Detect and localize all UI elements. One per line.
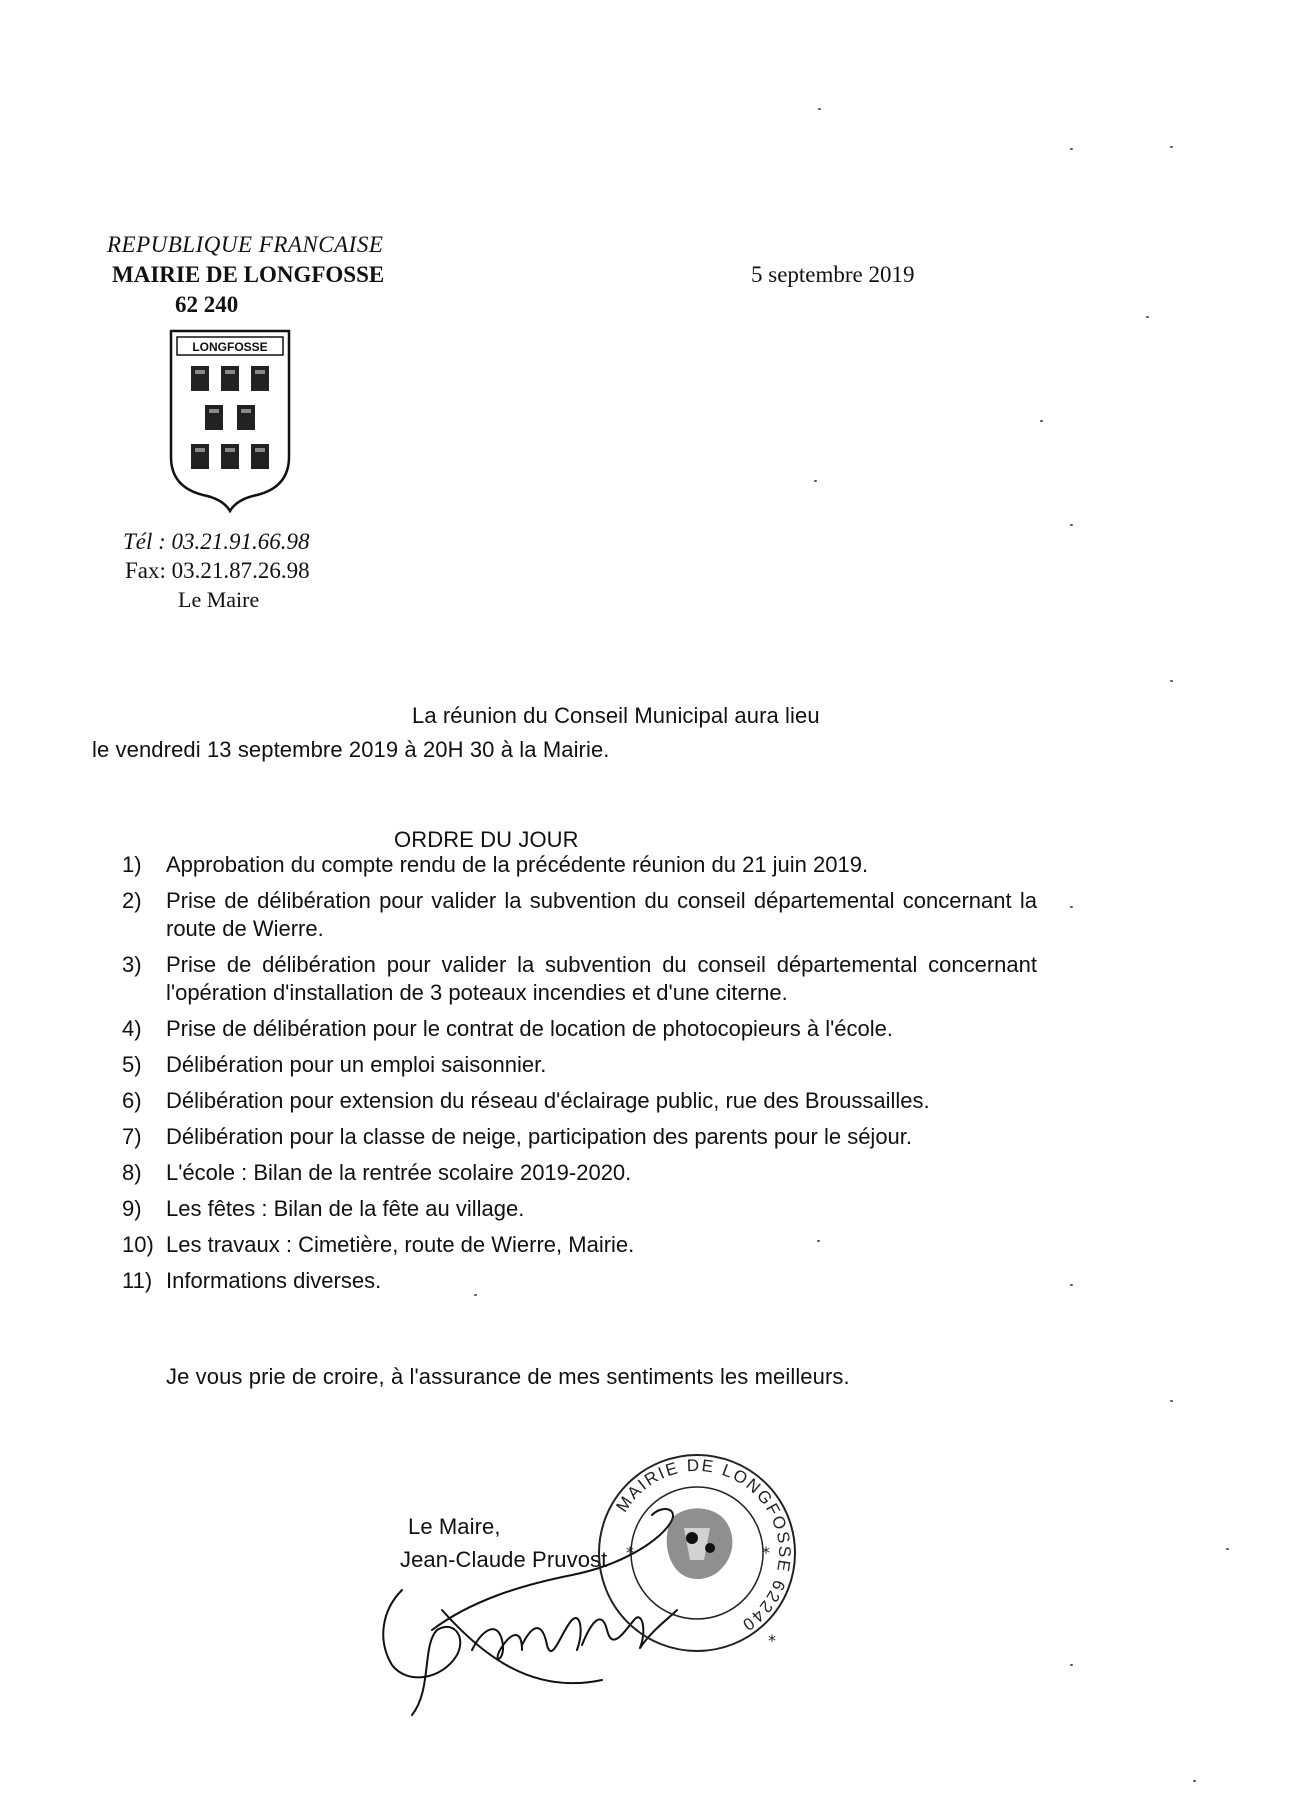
agenda-item-text: Délibération pour la classe de neige, participation des parents pour le séjour.: [166, 1124, 913, 1149]
stamp-text: MAIRIE DE LONGFOSSE 62240: [612, 1455, 795, 1636]
scan-speck: [1170, 146, 1173, 148]
agenda-item-number: 10): [122, 1232, 154, 1257]
agenda-item-number: 3): [122, 952, 142, 977]
closing-sentence: Je vous prie de croire, à l'assurance de mes sentiments les meilleurs.: [166, 1364, 850, 1389]
mairie-stamp-seal-icon: [592, 1448, 802, 1658]
scan-speck: [814, 480, 817, 482]
scan-speck: [1070, 524, 1073, 526]
header-telephone: Tél : 03.21.91.66.98: [123, 529, 310, 554]
agenda-list: [122, 851, 1037, 1303]
agenda-item-text: L'école : Bilan de la rentrée scolaire 2019-2020.: [166, 1160, 632, 1185]
scan-speck: [1070, 906, 1073, 908]
intro-line-2: le vendredi 13 septembre 2019 à 20H 30 à la Mairie.: [92, 737, 610, 762]
svg-text:*: *: [768, 1631, 776, 1650]
signature-name: Jean-Claude Pruvost: [400, 1547, 608, 1572]
agenda-item: [122, 1015, 1037, 1043]
agenda-item-text: Approbation du compte rendu de la précédente réunion du 21 juin 2019.: [166, 852, 869, 877]
agenda-item-number: 4): [122, 1016, 142, 1041]
scan-speck: [817, 1240, 820, 1242]
agenda-item: [122, 1231, 1037, 1259]
scan-speck: [1193, 1780, 1196, 1782]
scan-speck: [1040, 420, 1043, 422]
agenda-item-text: Prise de délibération pour le contrat de location de photocopieurs à l'école.: [166, 1016, 893, 1041]
agenda-item-number: 6): [122, 1088, 142, 1113]
document-date: 5 septembre 2019: [751, 262, 915, 287]
scan-speck: [818, 108, 821, 110]
coat-of-arms-crest-icon: [167, 327, 293, 513]
header-fax: Fax: 03.21.87.26.98: [125, 558, 310, 583]
agenda-item-number: 8): [122, 1160, 142, 1185]
agenda-item-number: 9): [122, 1196, 142, 1221]
agenda-item-text: Les fêtes : Bilan de la fête au village.: [166, 1196, 525, 1221]
scan-speck: [1070, 1284, 1073, 1286]
agenda-item: [122, 1123, 1037, 1151]
scan-speck: [1226, 1548, 1229, 1550]
agenda-item: [122, 887, 1037, 943]
scan-speck: [1170, 680, 1173, 682]
agenda-item: [122, 1267, 1037, 1295]
header-postcode: 62 240: [175, 292, 239, 317]
agenda-item: [122, 1051, 1037, 1079]
scan-speck: [1146, 316, 1149, 318]
agenda-item-number: 7): [122, 1124, 142, 1149]
scan-speck: [1070, 148, 1073, 150]
scan-speck: [474, 1294, 477, 1296]
scan-speck: [1170, 1400, 1173, 1402]
agenda-item-text: Les travaux : Cimetière, route de Wierre, Mairie.: [166, 1232, 635, 1257]
agenda-item: [122, 851, 1037, 879]
intro-line-1: La réunion du Conseil Municipal aura lieu: [412, 703, 820, 728]
svg-text:*: *: [762, 1543, 770, 1562]
header-republic: REPUBLIQUE FRANCAISE: [107, 232, 384, 257]
header-mairie-name: MAIRIE DE LONGFOSSE: [112, 262, 385, 287]
agenda-item-text: Prise de délibération pour valider la subvention du conseil départemental concernant la route de Wierre.: [166, 888, 1037, 941]
scan-speck: [1070, 1664, 1073, 1666]
agenda-item: [122, 1087, 1037, 1115]
agenda-item-number: 11): [122, 1268, 153, 1293]
agenda-item-text: Informations diverses.: [166, 1268, 382, 1293]
signature-title: Le Maire,: [408, 1514, 501, 1539]
agenda-item-text: Délibération pour un emploi saisonnier.: [166, 1052, 547, 1077]
agenda-item: [122, 951, 1037, 1007]
agenda-title: ORDRE DU JOUR: [394, 827, 579, 852]
crest-label: LONGFOSSE: [192, 340, 268, 354]
header-title: Le Maire: [178, 587, 260, 612]
agenda-item-number: 2): [122, 888, 142, 913]
agenda-item-number: 1): [122, 852, 142, 877]
agenda-item-text: Prise de délibération pour valider la subvention du conseil départemental concernant l'opération d'installation de 3 poteaux incendies et d'une citerne.: [166, 952, 1037, 1005]
agenda-item-number: 5): [122, 1052, 142, 1077]
agenda-item: [122, 1159, 1037, 1187]
agenda-item-text: Délibération pour extension du réseau d'éclairage public, rue des Broussailles.: [166, 1088, 930, 1113]
agenda-item: [122, 1195, 1037, 1223]
svg-text:*: *: [626, 1543, 634, 1562]
